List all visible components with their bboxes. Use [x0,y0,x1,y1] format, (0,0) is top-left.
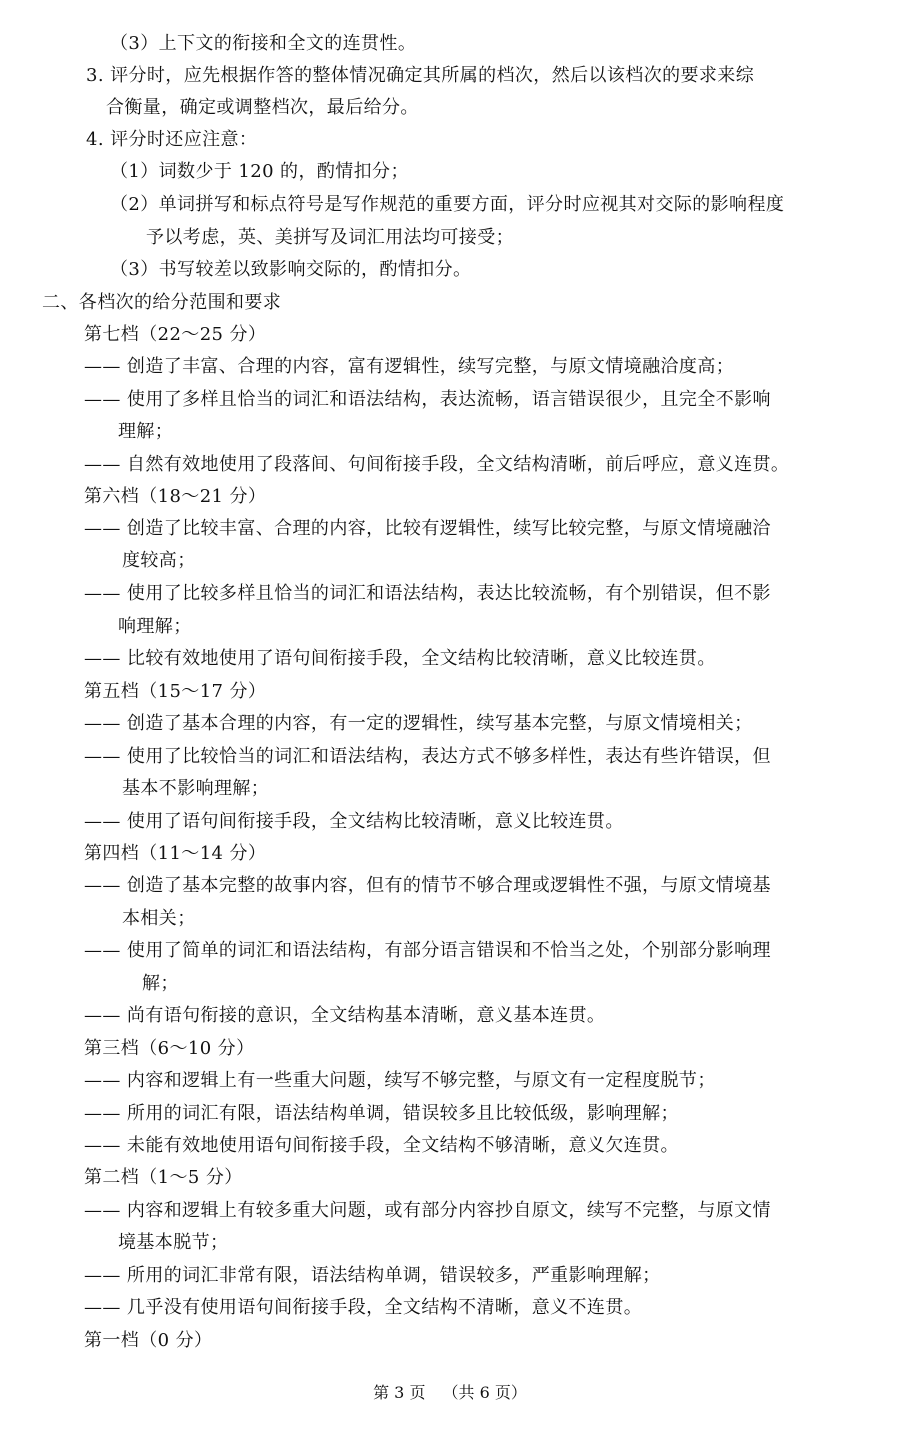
page-footer [0,1383,900,1403]
text-line: —— 使用了语句间衔接手段，全文结构比较清晰，意义比较连贯。 [84,811,624,832]
text-line: 本相关； [122,908,196,929]
text-line: —— 使用了比较多样且恰当的词汇和语法结构，表达比较流畅，有个别错误，但不影 [84,583,771,604]
text-line: （3）书写较差以致影响交际的，酌情扣分。 [110,259,472,280]
text-line: 合衡量，确定或调整档次，最后给分。 [106,97,419,118]
text-line: —— 创造了基本合理的内容，有一定的逻辑性，续写基本完整，与原文情境相关； [84,713,753,734]
level-heading: 第四档（11～14 分） [84,843,267,864]
text-line: —— 内容和逻辑上有一些重大问题，续写不够完整，与原文有一定程度脱节； [84,1070,716,1091]
text-line: —— 未能有效地使用语句间衔接手段，全文结构不够清晰，意义欠连贯。 [84,1135,679,1156]
text-line: —— 几乎没有使用语句间衔接手段，全文结构不清晰，意义不连贯。 [84,1297,643,1318]
text-line: 理解； [118,421,174,442]
text-line: 解； [142,973,179,994]
text-line: 度较高； [122,550,196,571]
text-line: —— 所用的词汇有限，语法结构单调，错误较多且比较低级，影响理解； [84,1103,679,1124]
page-number: 第 3 页 [373,1383,426,1402]
page-total: （共 6 页） [442,1383,527,1402]
text-line: —— 比较有效地使用了语句间衔接手段，全文结构比较清晰，意义比较连贯。 [84,648,716,669]
text-line: 基本不影响理解； [122,778,270,799]
text-line: —— 所用的词汇非常有限，语法结构单调，错误较多，严重影响理解； [84,1265,661,1286]
text-line: —— 创造了比较丰富、合理的内容，比较有逻辑性，续写比较完整，与原文情境融洽 [84,518,771,539]
text-line: —— 创造了丰富、合理的内容，富有逻辑性，续写完整，与原文情境融洽度高； [84,356,735,377]
text-line: 予以考虑，英、美拼写及词汇用法均可接受； [146,227,514,248]
text-line: （2）单词拼写和标点符号是写作规范的重要方面，评分时应视其对交际的影响程度 [110,194,785,215]
level-heading: 第三档（6～10 分） [84,1038,255,1059]
text-line: 境基本脱节； [118,1232,229,1253]
text-line: （1）词数少于 120 的，酌情扣分； [110,161,409,182]
text-line: （3）上下文的衔接和全文的连贯性。 [110,33,417,54]
level-heading: 第一档（0 分） [84,1330,213,1351]
text-line: —— 尚有语句衔接的意识，全文结构基本清晰，意义基本连贯。 [84,1005,606,1026]
text-line: —— 内容和逻辑上有较多重大问题，或有部分内容抄自原文，续写不完整，与原文情 [84,1200,771,1221]
text-line: —— 使用了多样且恰当的词汇和语法结构，表达流畅，语言错误很少，且完全不影响 [84,389,771,410]
text-line: —— 创造了基本完整的故事内容，但有的情节不够合理或逻辑性不强，与原文情境基 [84,875,771,896]
level-heading: 第六档（18～21 分） [84,486,267,507]
text-line: 响理解； [118,616,192,637]
text-line: —— 使用了比较恰当的词汇和语法结构，表达方式不够多样性，表达有些许错误，但 [84,746,771,767]
level-heading: 第七档（22～25 分） [84,324,267,345]
section-heading: 二、各档次的给分范围和要求 [42,292,282,313]
level-heading: 第二档（1～5 分） [84,1167,243,1188]
text-line: 4. 评分时还应注意： [86,129,258,150]
level-heading: 第五档（15～17 分） [84,681,267,702]
text-line: —— 使用了简单的词汇和语法结构，有部分语言错误和不恰当之处，个别部分影响理 [84,940,771,961]
text-line: 3. 评分时，应先根据作答的整体情况确定其所属的档次，然后以该档次的要求来综 [86,65,755,86]
text-line: —— 自然有效地使用了段落间、句间衔接手段，全文结构清晰，前后呼应，意义连贯。 [84,454,790,475]
